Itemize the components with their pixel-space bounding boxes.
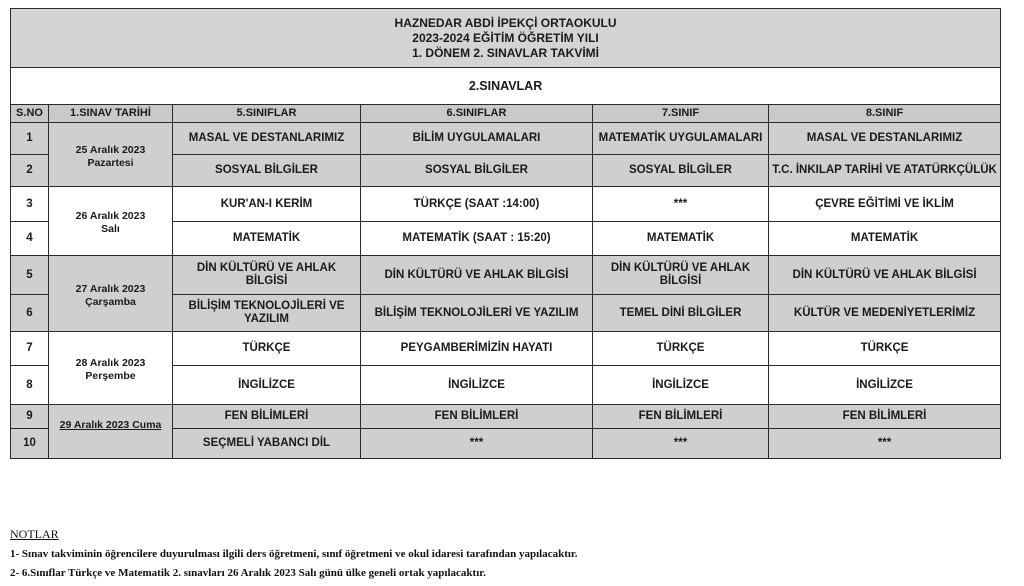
exam-cell-6: FEN BİLİMLERİ <box>361 405 593 429</box>
exam-cell-8: *** <box>769 429 1001 459</box>
exam-cell-8: FEN BİLİMLERİ <box>769 405 1001 429</box>
date-text: 29 Aralık 2023 Cuma <box>59 419 162 431</box>
notes-title: NOTLAR <box>10 527 59 541</box>
exam-date <box>49 405 173 459</box>
table-row <box>11 187 1001 222</box>
column-header-row <box>11 105 1001 123</box>
notes-section <box>10 527 1010 586</box>
row-number: 1 <box>11 123 49 155</box>
table-row <box>11 332 1001 366</box>
date-text: 27 Aralık 2023 <box>75 282 146 295</box>
day-text: Salı <box>101 223 120 235</box>
row-number: 6 <box>11 295 49 332</box>
exam-date <box>49 332 173 405</box>
exam-schedule <box>10 8 1000 459</box>
exam-cell-5: SEÇMELİ YABANCI DİL <box>173 429 361 459</box>
exam-cell-8: İNGİLİZCE <box>769 366 1001 405</box>
exam-cell-7: *** <box>593 187 769 222</box>
section-title: 2.SINAVLAR <box>11 68 1001 105</box>
col-header-5: 5.SINIFLAR <box>173 105 361 123</box>
col-header-date: 1.SINAV TARİHİ <box>49 105 173 123</box>
exam-cell-7: TÜRKÇE <box>593 332 769 366</box>
title-block <box>11 9 1001 68</box>
exam-cell-8: KÜLTÜR VE MEDENİYETLERİMİZ <box>769 295 1001 332</box>
exam-cell-5: TÜRKÇE <box>173 332 361 366</box>
row-number: 4 <box>11 222 49 256</box>
table-row <box>11 405 1001 429</box>
exam-cell-5: İNGİLİZCE <box>173 366 361 405</box>
schedule-title: 1. DÖNEM 2. SINAVLAR TAKVİMİ <box>412 45 599 60</box>
row-number: 9 <box>11 405 49 429</box>
exam-cell-8: DİN KÜLTÜRÜ VE AHLAK BİLGİSİ <box>769 256 1001 295</box>
exam-cell-5: MASAL VE DESTANLARIMIZ <box>173 123 361 155</box>
exam-cell-5: BİLİŞİM TEKNOLOJİLERİ VE YAZILIM <box>173 295 361 332</box>
exam-date <box>49 256 173 332</box>
row-number: 7 <box>11 332 49 366</box>
exam-cell-5: SOSYAL BİLGİLER <box>173 155 361 187</box>
exam-cell-6: DİN KÜLTÜRÜ VE AHLAK BİLGİSİ <box>361 256 593 295</box>
col-header-no: S.NO <box>11 105 49 123</box>
exam-cell-7: SOSYAL BİLGİLER <box>593 155 769 187</box>
exam-cell-5: DİN KÜLTÜRÜ VE AHLAK BİLGİSİ <box>173 256 361 295</box>
exam-cell-7: TEMEL DİNİ BİLGİLER <box>593 295 769 332</box>
academic-year: 2023-2024 EĞİTİM ÖĞRETİM YILI <box>412 30 599 45</box>
day-text: Pazartesi <box>87 156 134 169</box>
exam-cell-5: MATEMATİK <box>173 222 361 256</box>
exam-cell-6: PEYGAMBERİMİZİN HAYATI <box>361 332 593 366</box>
col-header-8: 8.SINIF <box>769 105 1001 123</box>
exam-cell-8: ÇEVRE EĞİTİMİ VE İKLİM <box>769 187 1001 222</box>
day-text: Perşembe <box>85 370 136 382</box>
date-text: 25 Aralık 2023 <box>75 143 146 156</box>
exam-cell-5: KUR'AN-I KERİM <box>173 187 361 222</box>
exam-cell-5: FEN BİLİMLERİ <box>173 405 361 429</box>
exam-cell-8: MASAL VE DESTANLARIMIZ <box>769 123 1001 155</box>
row-number: 5 <box>11 256 49 295</box>
exam-cell-7: *** <box>593 429 769 459</box>
exam-cell-6: BİLİM UYGULAMALARI <box>361 123 593 155</box>
col-header-6: 6.SINIFLAR <box>361 105 593 123</box>
table-row <box>11 256 1001 295</box>
exam-cell-6: İNGİLİZCE <box>361 366 593 405</box>
day-text: Çarşamba <box>85 295 136 308</box>
exam-cell-6: SOSYAL BİLGİLER <box>361 155 593 187</box>
exam-cell-7: MATEMATİK <box>593 222 769 256</box>
exam-cell-8: TÜRKÇE <box>769 332 1001 366</box>
exam-cell-8: T.C. İNKILAP TARİHİ VE ATATÜRKÇÜLÜK <box>769 155 1001 187</box>
row-number: 3 <box>11 187 49 222</box>
exam-cell-6: *** <box>361 429 593 459</box>
school-name: HAZNEDAR ABDİ İPEKÇİ ORTAOKULU <box>394 15 617 30</box>
date-text: 26 Aralık 2023 <box>75 210 146 222</box>
note-line-2: 2- 6.Sınıflar Türkçe ve Matematik 2. sınavları 26 Aralık 2023 Salı günü ülke geneli ortak yapılacaktır. <box>10 567 486 579</box>
exam-cell-7: MATEMATİK UYGULAMALARI <box>593 123 769 155</box>
col-header-7: 7.SINIF <box>593 105 769 123</box>
exam-cell-6: TÜRKÇE (SAAT :14:00) <box>361 187 593 222</box>
exam-cell-7: İNGİLİZCE <box>593 366 769 405</box>
note-line-1: 1- Sınav takviminin öğrencilere duyurulması ilgili ders öğretmeni, sınıf öğretmeni ve okul idaresi tarafından yapılacaktır. <box>10 548 578 560</box>
row-number: 2 <box>11 155 49 187</box>
exam-cell-8: MATEMATİK <box>769 222 1001 256</box>
date-text: 28 Aralık 2023 <box>75 357 146 369</box>
exam-cell-7: DİN KÜLTÜRÜ VE AHLAK BİLGİSİ <box>593 256 769 295</box>
exam-cell-7: FEN BİLİMLERİ <box>593 405 769 429</box>
exam-date <box>49 123 173 187</box>
schedule-table <box>10 8 1001 459</box>
exam-date <box>49 187 173 256</box>
exam-cell-6: BİLİŞİM TEKNOLOJİLERİ VE YAZILIM <box>361 295 593 332</box>
row-number: 8 <box>11 366 49 405</box>
exam-cell-6: MATEMATİK (SAAT : 15:20) <box>361 222 593 256</box>
table-row <box>11 123 1001 155</box>
row-number: 10 <box>11 429 49 459</box>
